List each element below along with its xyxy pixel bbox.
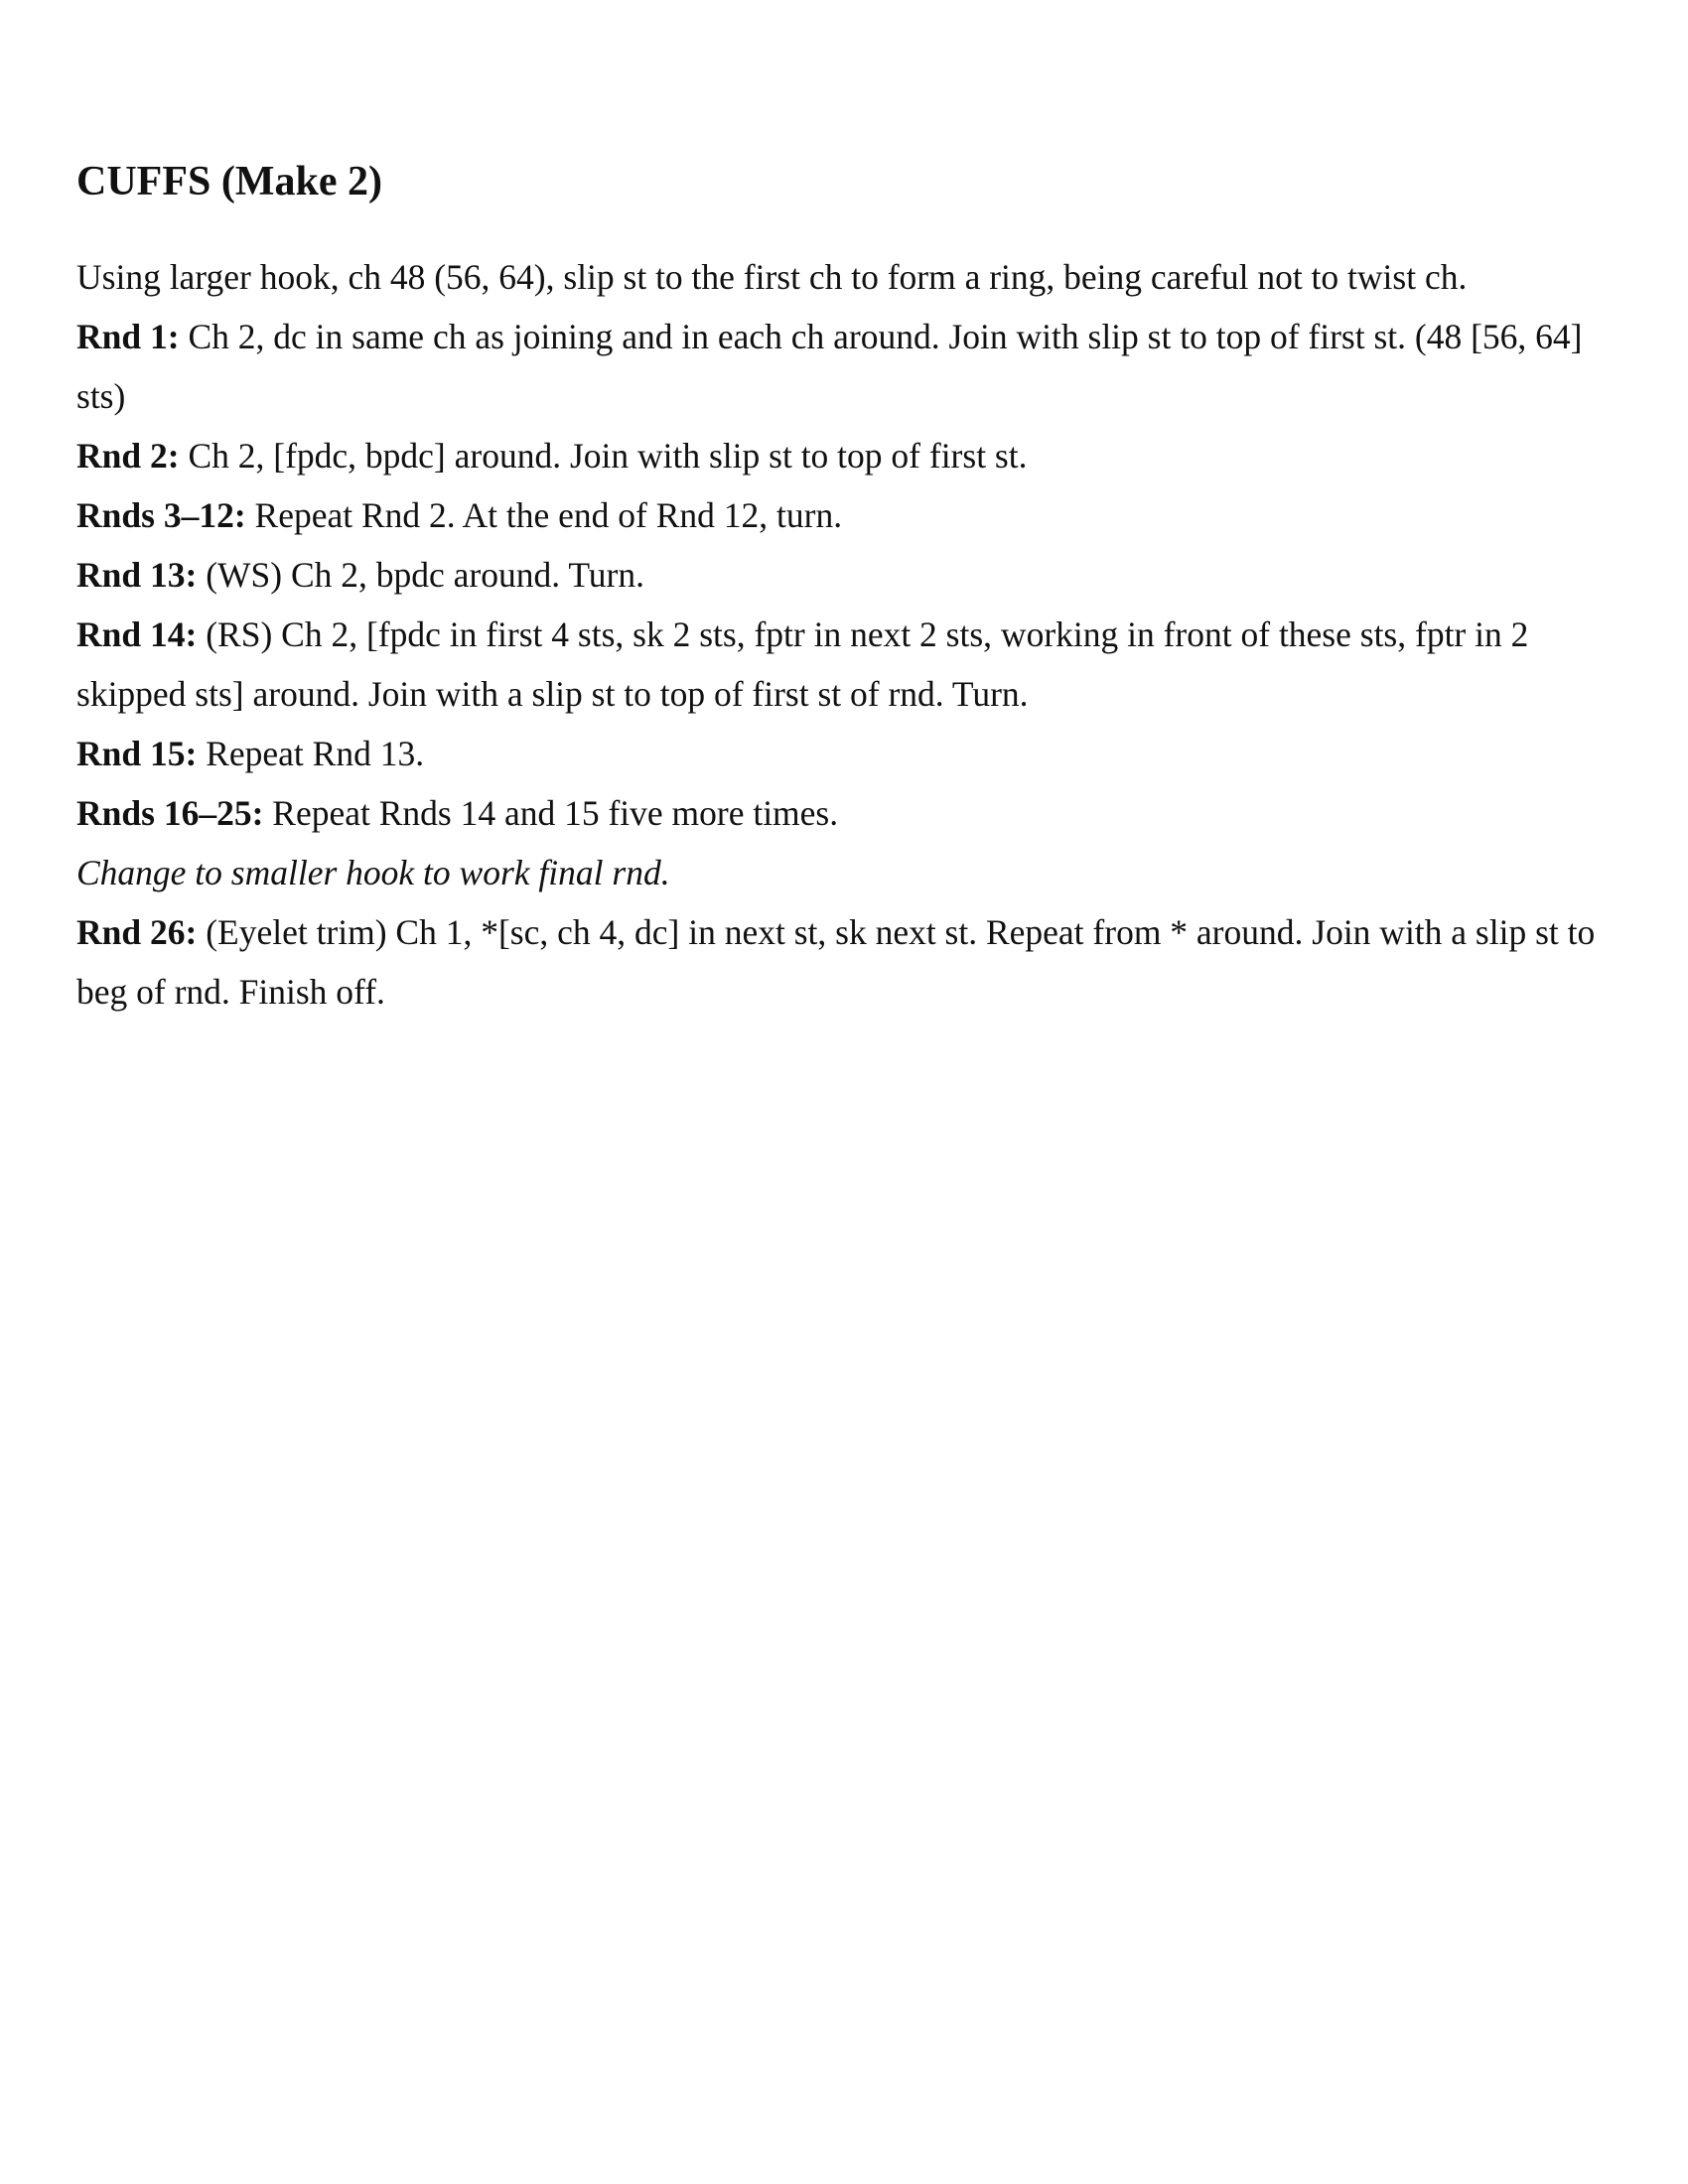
round-label: Rnd 15: <box>76 734 198 774</box>
round-text: (RS) Ch 2, [fpdc in first 4 sts, sk 2 sts, fptr in next 2 sts, working in front of these sts, fptr in 2 skipped sts] around. Join with a slip st to top of first st of rnd. Turn. <box>76 614 1529 715</box>
round-instruction <box>76 783 1625 843</box>
round-text: Repeat Rnd 13. <box>197 734 425 774</box>
round-label: Rnd 14: <box>76 614 198 655</box>
round-text: Ch 2, dc in same ch as joining and in each ch around. Join with slip st to top of first st. (48 [56, 64] sts) <box>76 317 1583 417</box>
final-round-instruction <box>76 902 1625 1022</box>
round-instruction <box>76 545 1625 605</box>
document-page <box>76 157 1625 1022</box>
section-heading: CUFFS (Make 2) <box>76 159 382 205</box>
instructions-body <box>76 247 1625 1022</box>
round-label: Rnds 16–25: <box>76 793 264 834</box>
round-text: (Eyelet trim) Ch 1, *[sc, ch 4, dc] in next st, sk next st. Repeat from * around. Join with a slip st to beg of rnd. Finish off. <box>76 912 1596 1013</box>
round-label: Rnd 13: <box>76 555 198 596</box>
round-label: Rnds 3–12: <box>76 495 246 536</box>
intro-paragraph: Using larger hook, ch 48 (56, 64), slip st to the first ch to form a ring, being careful not to twist ch. <box>76 257 1468 298</box>
hook-change-note: Change to smaller hook to work final rnd. <box>76 853 670 893</box>
round-instruction <box>76 724 1625 783</box>
round-text: Repeat Rnds 14 and 15 five more times. <box>263 793 839 834</box>
round-text: (WS) Ch 2, bpdc around. Turn. <box>197 555 644 596</box>
round-instruction <box>76 426 1625 485</box>
round-text: Ch 2, [fpdc, bpdc] around. Join with slip st to top of first st. <box>179 436 1028 477</box>
round-label: Rnd 26: <box>76 912 198 953</box>
round-label: Rnd 1: <box>76 317 180 357</box>
round-label: Rnd 2: <box>76 436 180 477</box>
round-instruction <box>76 605 1625 724</box>
round-instruction <box>76 485 1625 545</box>
round-instruction <box>76 307 1625 426</box>
round-text: Repeat Rnd 2. At the end of Rnd 12, turn. <box>245 495 843 536</box>
